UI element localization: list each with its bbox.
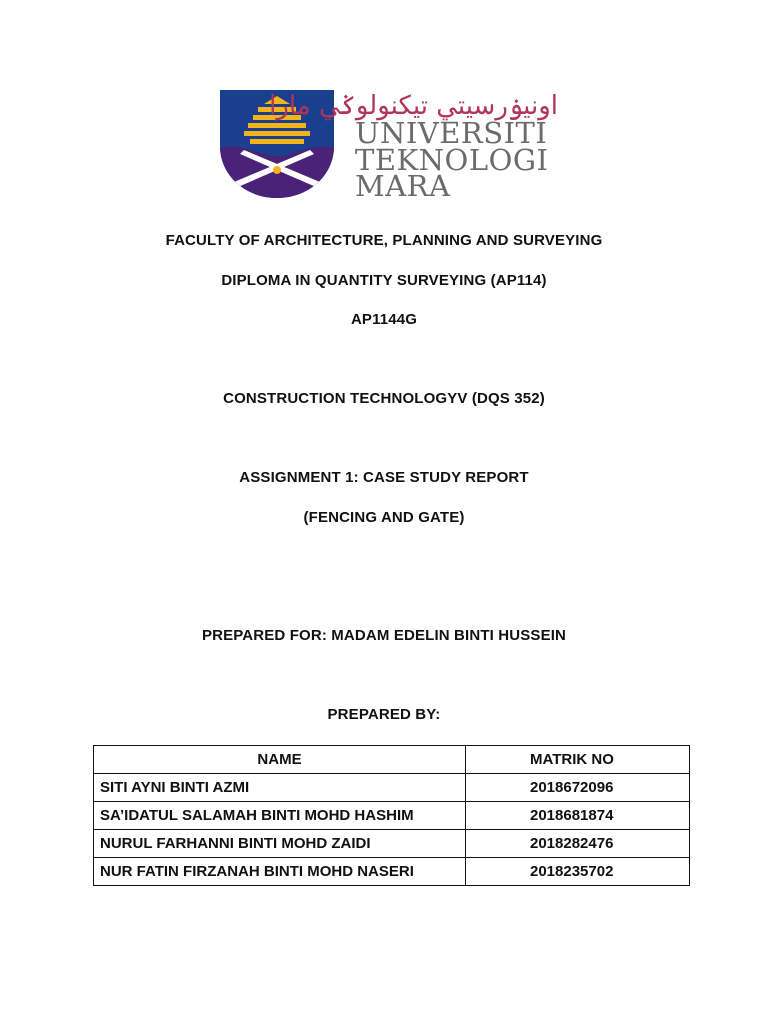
- assignment-title: ASSIGNMENT 1: CASE STUDY REPORT: [239, 469, 529, 486]
- members-table: [93, 745, 690, 886]
- member-matrik: 2018681874: [466, 802, 690, 830]
- logo-wordmark: [355, 116, 549, 203]
- table-row: [94, 774, 690, 802]
- group-code: AP1144G: [350, 311, 418, 328]
- member-name: SA’IDATUL SALAMAH BINTI MOHD HASHIM: [94, 802, 466, 830]
- member-matrik: 2018235702: [466, 858, 690, 886]
- prepared-by-label: PREPARED BY:: [327, 706, 441, 723]
- table-header-row: [94, 746, 690, 774]
- table-row: [94, 830, 690, 858]
- logo-line-1: UNIVERSITI: [355, 116, 548, 150]
- table-row: [94, 802, 690, 830]
- matrik-column-header: MATRIK NO: [466, 746, 690, 774]
- logo-line-3: MARA: [355, 169, 451, 203]
- member-matrik: 2018672096: [466, 774, 690, 802]
- assignment-topic: (FENCING AND GATE): [303, 509, 465, 526]
- member-name: SITI AYNI BINTI AZMI: [94, 774, 466, 802]
- member-matrik: 2018282476: [466, 830, 690, 858]
- prepared-for: PREPARED FOR: MADAM EDELIN BINTI HUSSEIN: [201, 627, 567, 644]
- course-title: CONSTRUCTION TECHNOLOGYV (DQS 352): [223, 390, 545, 407]
- programme-heading: DIPLOMA IN QUANTITY SURVEYING (AP114): [221, 272, 547, 289]
- faculty-heading: FACULTY OF ARCHITECTURE, PLANNING AND SURVEYING: [165, 232, 603, 249]
- member-name: NURUL FARHANNI BINTI MOHD ZAIDI: [94, 830, 466, 858]
- svg-text:اونيۏرسيتي تيكنولوݢي مارا: اونيۏرسيتي تيكنولوݢي مارا: [269, 91, 558, 121]
- logo-line-2: TEKNOLOGI: [355, 142, 549, 177]
- name-column-header: NAME: [94, 746, 466, 774]
- table-row: [94, 858, 690, 886]
- member-name: NUR FATIN FIRZANAH BINTI MOHD NASERI: [94, 858, 466, 886]
- university-logo: [205, 82, 565, 204]
